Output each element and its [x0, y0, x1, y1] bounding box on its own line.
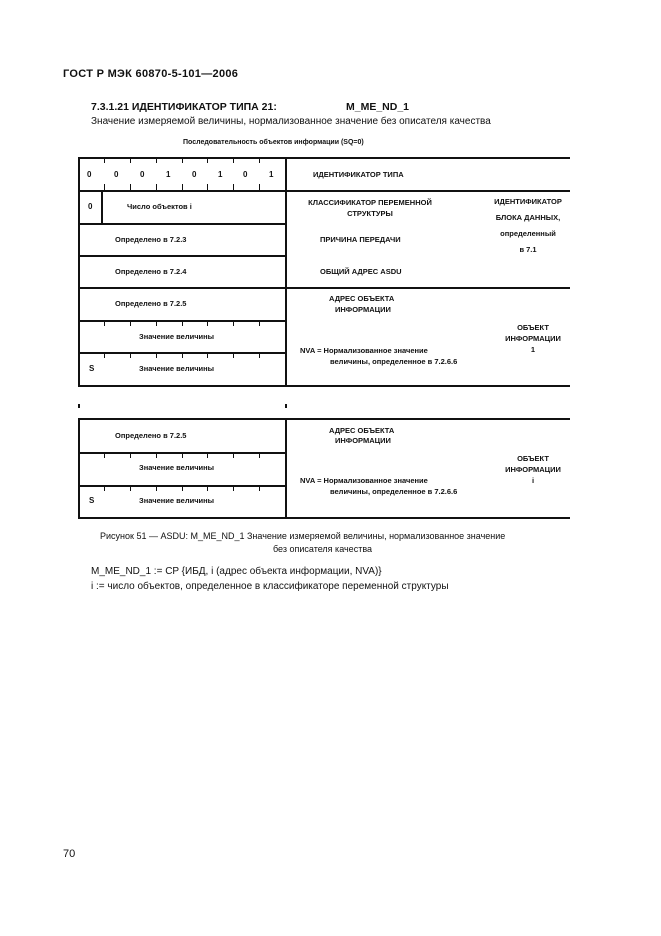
- bit-tick: [233, 352, 234, 358]
- bit-tick: [182, 157, 183, 163]
- bit-tick: [156, 320, 157, 326]
- bit-tick: [233, 320, 234, 326]
- ioa-label-line2: ИНФОРМАЦИИ: [335, 436, 391, 445]
- defined-ref-725: Определено в 7.2.5: [115, 431, 187, 440]
- bit-tick: [233, 452, 234, 458]
- row-rule: [78, 418, 570, 420]
- ioa-label-line1: АДРЕС ОБЪЕКТА: [329, 294, 395, 303]
- type-id-bit: 1: [269, 170, 274, 179]
- nva-label-line2: величины, определенное в 7.2.6.6: [330, 487, 458, 496]
- row-rule: [78, 190, 570, 192]
- table-top-rule: [78, 157, 570, 159]
- section-title: 7.3.1.21 ИДЕНТИФИКАТОР ТИПА 21:: [91, 101, 277, 113]
- sq-bit: 0: [88, 202, 93, 211]
- figure-caption-line1: Рисунок 51 — ASDU: M_ME_ND_1 Значение измеряемой величины, нормализованное значение: [100, 531, 506, 541]
- type-id-label: ИДЕНТИФИКАТОР ТИПА: [313, 170, 404, 179]
- bit-tick: [259, 184, 260, 190]
- bit-tick: [182, 485, 183, 491]
- bit-tick: [130, 485, 131, 491]
- bit-tick: [156, 485, 157, 491]
- bit-tick: [207, 320, 208, 326]
- bit-tick: [259, 157, 260, 163]
- bit-tick: [259, 320, 260, 326]
- data-unit-id-line4: в 7.1: [519, 245, 537, 254]
- table-bottom-rule: [78, 517, 570, 519]
- bit-tick: [130, 320, 131, 326]
- bit-tick: [104, 352, 105, 358]
- nva-label-line1: NVA = Нормализованное значение: [300, 476, 428, 485]
- bit-tick: [104, 184, 105, 190]
- common-address-label: ОБЩИЙ АДРЕС ASDU: [320, 267, 402, 276]
- info-object-i-line3: i: [531, 476, 535, 485]
- bit-tick: [130, 452, 131, 458]
- data-unit-id-label: [478, 194, 578, 258]
- sign-bit: S: [89, 364, 95, 373]
- bit-tick: [156, 184, 157, 190]
- nva-label-line1: NVA = Нормализованное значение: [300, 346, 428, 355]
- vsq-label: КЛАССИФИКАТОР ПЕРЕМЕННОЙ СТРУКТУРЫ: [308, 198, 432, 218]
- bit-tick: [233, 184, 234, 190]
- column-divider: [285, 418, 287, 519]
- ioa-label-line2: ИНФОРМАЦИИ: [335, 305, 391, 314]
- table-left-border: [78, 418, 80, 519]
- bit-tick: [182, 184, 183, 190]
- bit-tick: [156, 452, 157, 458]
- value-label: Значение величины: [139, 496, 215, 505]
- info-object-1-line3: 1: [530, 345, 536, 354]
- row-rule: [78, 255, 286, 257]
- defined-ref-723: Определено в 7.2.3: [115, 235, 187, 244]
- sign-bit: S: [89, 496, 95, 505]
- figure-caption-line2: без описателя качества: [273, 544, 372, 554]
- bit-tick: [259, 452, 260, 458]
- defined-ref-724: Определено в 7.2.4: [115, 267, 187, 276]
- defined-ref-725: Определено в 7.2.5: [115, 299, 187, 308]
- bit-tick: [233, 485, 234, 491]
- bit-tick: [130, 352, 131, 358]
- bit-tick: [182, 352, 183, 358]
- row-rule: [78, 223, 286, 225]
- type-id-bit: 0: [192, 170, 197, 179]
- data-unit-id-line2: БЛОКА ДАННЫХ,: [495, 213, 561, 222]
- bit-tick: [259, 485, 260, 491]
- type-id-bit: 1: [166, 170, 171, 179]
- type-id-bit: 0: [243, 170, 248, 179]
- section-subtitle: Значение измеряемой величины, нормализованное значение без описателя качества: [91, 116, 491, 127]
- formula-line1: M_ME_ND_1 := CP {ИБД, i (адрес объекта информации, NVA)}: [91, 566, 382, 577]
- bit-tick: [156, 352, 157, 358]
- type-id-bit: 0: [140, 170, 145, 179]
- info-object-i-line2: ИНФОРМАЦИИ: [505, 465, 561, 474]
- info-object-1-label: [500, 322, 566, 355]
- bit-tick: [207, 452, 208, 458]
- formula-line2: i := число объектов, определенное в классификаторе переменной структуры: [91, 581, 449, 592]
- value-label: Значение величины: [139, 332, 215, 341]
- type-id-bit: 0: [114, 170, 119, 179]
- bit-tick: [207, 157, 208, 163]
- bit-tick: [130, 157, 131, 163]
- page-number: 70: [63, 848, 76, 860]
- data-unit-id-line1: ИДЕНТИФИКАТОР: [494, 197, 562, 206]
- cot-label: ПРИЧИНА ПЕРЕДАЧИ: [320, 235, 401, 244]
- value-label: Значение величины: [139, 463, 215, 472]
- info-object-i-label: [500, 453, 566, 486]
- table-left-border: [78, 157, 80, 386]
- bit-tick: [182, 452, 183, 458]
- bit-tick: [104, 452, 105, 458]
- bit-tick: [130, 184, 131, 190]
- data-unit-id-line3: определенный: [500, 229, 556, 238]
- bit-tick: [259, 352, 260, 358]
- type-id-bit: 1: [218, 170, 223, 179]
- info-object-i-line1: ОБЪЕКТ: [517, 454, 549, 463]
- gap-marker: [285, 404, 287, 408]
- info-object-1-line1: ОБЪЕКТ: [517, 323, 549, 332]
- nva-label-line2: величины, определенное в 7.2.6.6: [330, 357, 458, 366]
- row-rule: [78, 385, 570, 387]
- bit-tick: [156, 157, 157, 163]
- bit-tick: [104, 320, 105, 326]
- bit-tick: [207, 352, 208, 358]
- number-of-objects: Число объектов i: [127, 202, 192, 211]
- bit-tick: [207, 485, 208, 491]
- row-rule: [78, 287, 570, 289]
- type-id-bit: 0: [87, 170, 92, 179]
- sequence-title: Последовательность объектов информации (SQ=0): [183, 139, 364, 146]
- column-divider: [285, 157, 287, 386]
- bit-tick: [104, 485, 105, 491]
- info-object-1-line2: ИНФОРМАЦИИ: [505, 334, 561, 343]
- document-header: ГОСТ Р МЭК 60870-5-101—2006: [63, 68, 239, 80]
- sq-bit-divider: [101, 190, 103, 225]
- bit-tick: [207, 184, 208, 190]
- gap-marker: [78, 404, 80, 408]
- bit-tick: [104, 157, 105, 163]
- section-type-id: M_ME_ND_1: [346, 101, 410, 113]
- bit-tick: [233, 157, 234, 163]
- value-label: Значение величины: [139, 364, 215, 373]
- bit-tick: [182, 320, 183, 326]
- ioa-label-line1: АДРЕС ОБЪЕКТА: [329, 426, 395, 435]
